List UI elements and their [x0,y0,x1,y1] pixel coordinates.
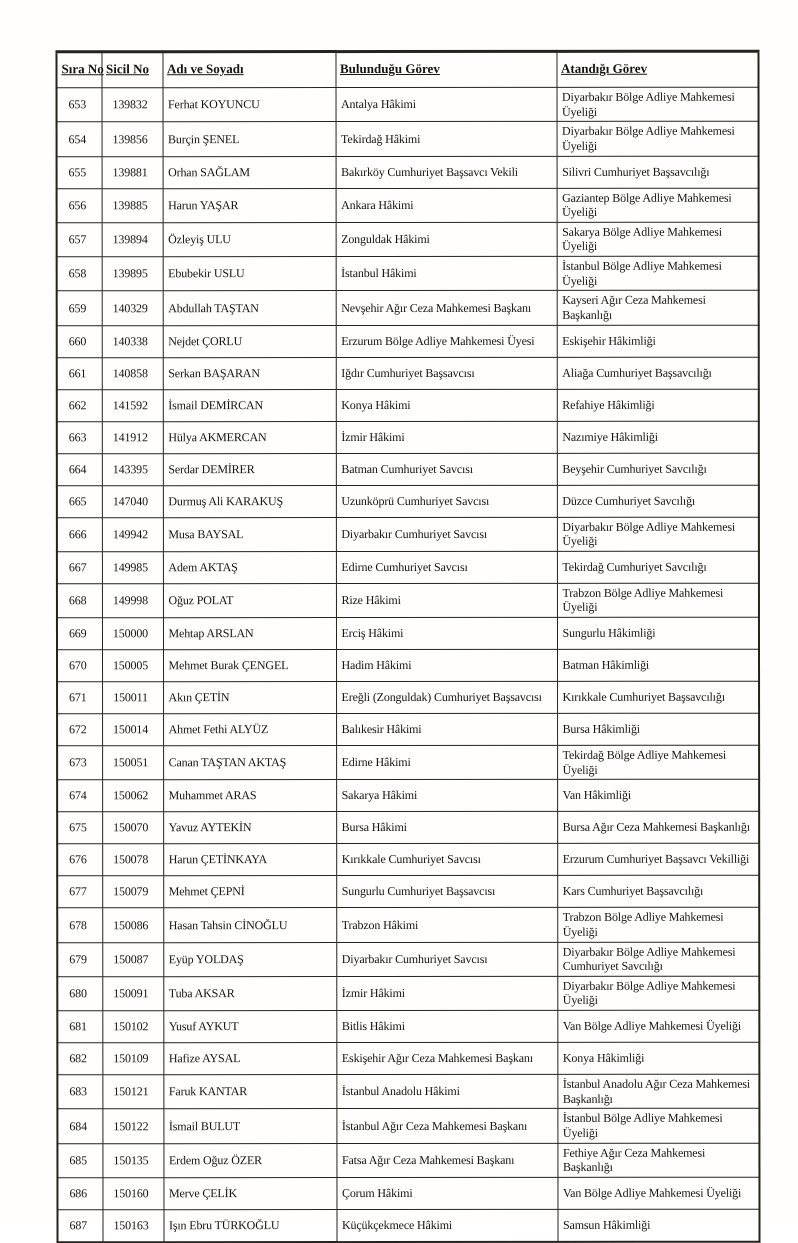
table-row [57,357,759,390]
cell-atandigi-gorev: Refahiye Hâkimliği [557,389,759,421]
cell-adi-soyadi: Burçin ŞENEL [163,122,336,156]
cell-sira-no: 656 [57,188,102,222]
cell-atandigi-gorev: Trabzon Bölge Adliye Mahkemesi Üyeliği [557,583,759,617]
cell-sicil-no: 139856 [102,122,163,156]
cell-bulundugu-gorev: İstanbul Anadolu Hâkimi [336,1074,557,1108]
cell-atandigi-gorev: Bursa Hâkimliği [557,713,759,745]
cell-sicil-no: 150011 [102,682,163,714]
cell-sira-no: 674 [57,780,102,812]
cell-bulundugu-gorev: Uzunköprü Cumhuriyet Savcısı [336,485,557,517]
table-row [57,811,759,844]
cell-atandigi-gorev: Kars Cumhuriyet Başsavcılığı [557,875,759,907]
table-row [57,942,759,977]
cell-atandigi-gorev: Van Bölge Adliye Mahkemesi Üyeliği [557,1177,759,1209]
cell-sicil-no: 139885 [102,188,163,222]
cell-sira-no: 660 [57,325,102,357]
cell-sicil-no: 150000 [102,618,163,650]
cell-atandigi-gorev: Konya Hâkimliği [557,1042,759,1074]
cell-sicil-no: 150102 [102,1011,163,1043]
cell-sira-no: 681 [57,1011,102,1043]
cell-adi-soyadi: Ebubekir USLU [163,257,336,291]
cell-sira-no: 678 [57,908,102,942]
cell-atandigi-gorev: Gaziantep Bölge Adliye Mahkemesi Üyeliği [557,188,759,222]
table-row [57,779,759,812]
cell-bulundugu-gorev: Rize Hâkimi [336,583,557,617]
cell-sira-no: 667 [57,552,102,584]
cell-bulundugu-gorev: Diyarbakır Cumhuriyet Savcısı [336,517,557,551]
cell-adi-soyadi: Orhan SAĞLAM [163,156,336,188]
cell-atandigi-gorev: Bursa Ağır Ceza Mahkemesi Başkanlığı [557,811,759,843]
cell-sicil-no: 150079 [102,876,163,908]
cell-adi-soyadi: Serdar DEMİRER [163,453,336,485]
cell-sira-no: 668 [57,584,102,618]
cell-atandigi-gorev: Samsun Hâkimliği [557,1209,759,1242]
cell-adi-soyadi: İsmail BULUT [163,1109,336,1143]
cell-bulundugu-gorev: Sungurlu Cumhuriyet Başsavcısı [336,876,557,908]
cell-adi-soyadi: Işın Ebru TÜRKOĞLU [163,1209,336,1242]
table-row [57,290,759,325]
cell-atandigi-gorev: Diyarbakır Bölge Adliye Mahkemesi Üyeliği [557,87,759,121]
cell-adi-soyadi: Serkan BAŞARAN [163,357,336,389]
table-row [57,713,759,746]
cell-sira-no: 677 [57,876,102,908]
cell-sira-no: 659 [57,291,102,325]
cell-adi-soyadi: Hülya AKMERCAN [163,421,336,453]
cell-sira-no: 653 [57,88,102,122]
cell-sicil-no: 150070 [102,812,163,844]
table-row [57,1042,759,1075]
cell-sicil-no: 150135 [102,1143,163,1177]
cell-sira-no: 662 [57,389,102,421]
cell-adi-soyadi: İsmail DEMİRCAN [163,389,336,421]
cell-sicil-no: 141912 [102,421,163,453]
cell-bulundugu-gorev: Konya Hâkimi [336,389,557,421]
table-row [57,421,759,454]
cell-atandigi-gorev: Tekirdağ Bölge Adliye Mahkemesi Üyeliği [557,745,759,779]
col-header-sira-no: Sıra No [56,52,101,88]
cell-adi-soyadi: Özleyiş ULU [163,222,336,256]
cell-sira-no: 671 [57,682,102,714]
cell-atandigi-gorev: Tekirdağ Cumhuriyet Savcılığı [557,551,759,583]
table-row [57,1209,759,1242]
cell-atandigi-gorev: Diyarbakır Bölge Adliye Mahkemesi Üyeliği [557,976,759,1010]
cell-adi-soyadi: Canan TAŞTAN AKTAŞ [163,746,336,780]
cell-bulundugu-gorev: Iğdır Cumhuriyet Başsavcısı [336,357,557,389]
col-header-atandigi-gorev: Atandığı Görev [556,51,758,87]
cell-atandigi-gorev: Diyarbakır Bölge Adliye Mahkemesi Üyeliği [557,517,759,551]
cell-atandigi-gorev: İstanbul Bölge Adliye Mahkemesi Üyeliği [557,1108,759,1142]
cell-sira-no: 666 [57,517,102,551]
cell-sicil-no: 149942 [102,517,163,551]
cell-bulundugu-gorev: İzmir Hâkimi [336,976,557,1010]
cell-adi-soyadi: Ferhat KOYUNCU [163,88,336,122]
cell-sicil-no: 139894 [102,222,163,256]
cell-sicil-no: 149998 [102,583,163,617]
table-row [57,188,759,223]
cell-sicil-no: 140338 [102,325,163,357]
cell-bulundugu-gorev: Ankara Hâkimi [336,188,557,222]
table-row [57,649,759,682]
table-row [57,1074,759,1109]
cell-bulundugu-gorev: Bakırköy Cumhuriyet Başsavcı Vekili [336,156,557,188]
cell-sira-no: 683 [57,1075,102,1109]
cell-atandigi-gorev: Beyşehir Cumhuriyet Savcılığı [557,453,759,485]
table-row [57,617,759,650]
cell-sira-no: 665 [57,485,102,517]
cell-atandigi-gorev: Düzce Cumhuriyet Savcılığı [557,485,759,517]
cell-sira-no: 680 [57,977,102,1011]
cell-adi-soyadi: Abdullah TAŞTAN [163,291,336,325]
cell-sicil-no: 150122 [102,1109,163,1143]
cell-bulundugu-gorev: Edirne Cumhuriyet Savcısı [336,551,557,583]
cell-sira-no: 664 [57,453,102,485]
cell-bulundugu-gorev: Sakarya Hâkimi [336,780,557,812]
cell-sicil-no: 150051 [102,746,163,780]
cell-bulundugu-gorev: Bursa Hâkimi [336,812,557,844]
cell-bulundugu-gorev: Ereğli (Zonguldak) Cumhuriyet Başsavcısı [336,681,557,713]
cell-adi-soyadi: Hasan Tahsin CİNOĞLU [163,908,336,942]
cell-adi-soyadi: Merve ÇELİK [163,1177,336,1209]
cell-sicil-no: 150121 [102,1075,163,1109]
cell-adi-soyadi: Ahmet Fethi ALYÜZ [163,714,336,746]
cell-bulundugu-gorev: Tekirdağ Hâkimi [336,122,557,156]
cell-sicil-no: 143395 [102,453,163,485]
table-row [57,325,759,358]
cell-adi-soyadi: Musa BAYSAL [163,517,336,551]
cell-sicil-no: 147040 [102,485,163,517]
cell-bulundugu-gorev: İstanbul Hâkimi [336,256,557,290]
cell-adi-soyadi: Tuba AKSAR [163,976,336,1010]
cell-adi-soyadi: Eyüp YOLDAŞ [163,942,336,976]
cell-sira-no: 679 [57,942,102,976]
cell-atandigi-gorev: Sakarya Bölge Adliye Mahkemesi Üyeliği [557,222,759,256]
cell-sicil-no: 150087 [102,942,163,976]
cell-adi-soyadi: Mehmet ÇEPNİ [163,876,336,908]
cell-sira-no: 672 [57,714,102,746]
cell-sira-no: 657 [57,223,102,257]
table-row [57,121,759,156]
cell-adi-soyadi: Durmuş Ali KARAKUŞ [163,485,336,517]
cell-atandigi-gorev: Trabzon Bölge Adliye Mahkemesi Üyeliği [557,907,759,941]
cell-sicil-no: 150005 [102,650,163,682]
cell-sicil-no: 140329 [102,291,163,325]
cell-atandigi-gorev: Van Hâkimliği [557,779,759,811]
cell-atandigi-gorev: Diyarbakır Bölge Adliye Mahkemesi Üyeliği [557,121,759,155]
cell-adi-soyadi: Nejdet ÇORLU [163,325,336,357]
cell-sira-no: 676 [57,844,102,876]
cell-bulundugu-gorev: Trabzon Hâkimi [336,908,557,942]
table-row [57,583,759,618]
cell-sira-no: 654 [57,122,102,156]
table-row [57,551,759,584]
cell-atandigi-gorev: Fethiye Ağır Ceza Mahkemesi Başkanlığı [557,1143,759,1177]
cell-bulundugu-gorev: Antalya Hâkimi [336,87,557,121]
cell-bulundugu-gorev: Kırıkkale Cumhuriyet Savcısı [336,844,557,876]
cell-bulundugu-gorev: Balıkesir Hâkimi [336,713,557,745]
table-row [57,907,759,942]
table-row [57,875,759,908]
cell-adi-soyadi: Yusuf AYKUT [163,1011,336,1043]
cell-sicil-no: 150062 [102,780,163,812]
cell-sicil-no: 150160 [102,1177,163,1209]
cell-bulundugu-gorev: İstanbul Ağır Ceza Mahkemesi Başkanı [336,1109,557,1143]
table-row [57,1143,759,1178]
cell-bulundugu-gorev: Fatsa Ağır Ceza Mahkemesi Başkanı [336,1143,557,1177]
cell-atandigi-gorev: Kayseri Ağır Ceza Mahkemesi Başkanlığı [557,290,759,324]
cell-bulundugu-gorev: Çorum Hâkimi [336,1177,557,1209]
cell-atandigi-gorev: Batman Hâkimliği [557,649,759,681]
table-row [57,156,759,189]
table-row [57,976,759,1011]
cell-adi-soyadi: Erdem Oğuz ÖZER [163,1143,336,1177]
cell-sira-no: 687 [57,1210,102,1243]
table-row [57,1177,759,1210]
col-header-sicil-no: Sicil No [101,52,162,88]
cell-atandigi-gorev: Diyarbakır Bölge Adliye Mahkemesi Cumhuriyet Savcılığı [557,942,759,976]
table-row [57,485,759,518]
table-row [57,389,759,422]
cell-sicil-no: 150014 [102,714,163,746]
cell-bulundugu-gorev: Küçükçekmece Hâkimi [336,1209,557,1242]
table-row [57,517,759,552]
cell-bulundugu-gorev: Erciş Hâkimi [336,617,557,649]
cell-adi-soyadi: Mehtap ARSLAN [163,618,336,650]
cell-atandigi-gorev: Aliağa Cumhuriyet Başsavcılığı [557,357,759,389]
cell-sira-no: 663 [57,421,102,453]
cell-sira-no: 670 [57,650,102,682]
cell-atandigi-gorev: Silivri Cumhuriyet Başsavcılığı [557,156,759,188]
table-row [57,1010,759,1043]
cell-atandigi-gorev: Kırıkkale Cumhuriyet Başsavcılığı [557,681,759,713]
cell-sira-no: 682 [57,1043,102,1075]
cell-sira-no: 669 [57,618,102,650]
cell-sira-no: 675 [57,812,102,844]
col-header-adi-soyadi: Adı ve Soyadı [162,52,335,88]
table-body [57,87,760,1242]
cell-atandigi-gorev: Nazımiye Hâkimliği [557,421,759,453]
cell-sicil-no: 149985 [102,551,163,583]
table-row [57,681,759,714]
cell-atandigi-gorev: İstanbul Bölge Adliye Mahkemesi Üyeliği [557,256,759,290]
cell-bulundugu-gorev: Edirne Hâkimi [336,745,557,779]
cell-sira-no: 673 [57,746,102,780]
cell-atandigi-gorev: Erzurum Cumhuriyet Başsavcı Vekilliği [557,843,759,875]
assignment-table [55,50,760,1243]
table-header-row [56,51,758,88]
cell-sira-no: 685 [57,1143,102,1177]
cell-bulundugu-gorev: Batman Cumhuriyet Savcısı [336,453,557,485]
cell-adi-soyadi: Yavuz AYTEKİN [163,812,336,844]
table-row [57,745,759,780]
cell-bulundugu-gorev: Eskişehir Ağır Ceza Mahkemesi Başkanı [336,1042,557,1074]
cell-bulundugu-gorev: Erzurum Bölge Adliye Mahkemesi Üyesi [336,325,557,357]
cell-sicil-no: 150163 [102,1209,163,1242]
cell-sira-no: 684 [57,1109,102,1143]
cell-adi-soyadi: Adem AKTAŞ [163,551,336,583]
cell-sicil-no: 139881 [102,156,163,188]
cell-sicil-no: 139895 [102,257,163,291]
cell-bulundugu-gorev: Diyarbakır Cumhuriyet Savcısı [336,942,557,976]
table-row [57,222,759,257]
cell-bulundugu-gorev: Bitlis Hâkimi [336,1010,557,1042]
table-row [57,256,759,291]
cell-sira-no: 661 [57,357,102,389]
cell-sira-no: 655 [57,156,102,188]
table-row [57,453,759,486]
cell-sira-no: 658 [57,257,102,291]
cell-atandigi-gorev: Eskişehir Hâkimliği [557,325,759,357]
cell-atandigi-gorev: Van Bölge Adliye Mahkemesi Üyeliği [557,1010,759,1042]
cell-adi-soyadi: Muhammet ARAS [163,780,336,812]
cell-sicil-no: 139832 [102,88,163,122]
cell-adi-soyadi: Oğuz POLAT [163,583,336,617]
col-header-bulundugu-gorev: Bulunduğu Görev [335,51,556,87]
cell-adi-soyadi: Akın ÇETİN [163,682,336,714]
cell-sira-no: 686 [57,1178,102,1210]
cell-sicil-no: 141592 [102,389,163,421]
cell-bulundugu-gorev: Hadim Hâkimi [336,649,557,681]
cell-sicil-no: 150086 [102,908,163,942]
table-row [57,87,759,122]
cell-adi-soyadi: Faruk KANTAR [163,1075,336,1109]
cell-atandigi-gorev: İstanbul Anadolu Ağır Ceza Mahkemesi Başkanlığı [557,1074,759,1108]
cell-sicil-no: 150091 [102,976,163,1010]
cell-adi-soyadi: Hafize AYSAL [163,1043,336,1075]
table-row [57,843,759,876]
table-row [57,1108,759,1143]
cell-bulundugu-gorev: İzmir Hâkimi [336,421,557,453]
cell-adi-soyadi: Harun YAŞAR [163,188,336,222]
cell-adi-soyadi: Harun ÇETİNKAYA [163,844,336,876]
cell-sicil-no: 150109 [102,1043,163,1075]
cell-bulundugu-gorev: Zonguldak Hâkimi [336,222,557,256]
cell-sicil-no: 140858 [102,357,163,389]
cell-adi-soyadi: Mehmet Burak ÇENGEL [163,650,336,682]
cell-sicil-no: 150078 [102,844,163,876]
cell-atandigi-gorev: Sungurlu Hâkimliği [557,617,759,649]
cell-bulundugu-gorev: Nevşehir Ağır Ceza Mahkemesi Başkanı [336,291,557,325]
